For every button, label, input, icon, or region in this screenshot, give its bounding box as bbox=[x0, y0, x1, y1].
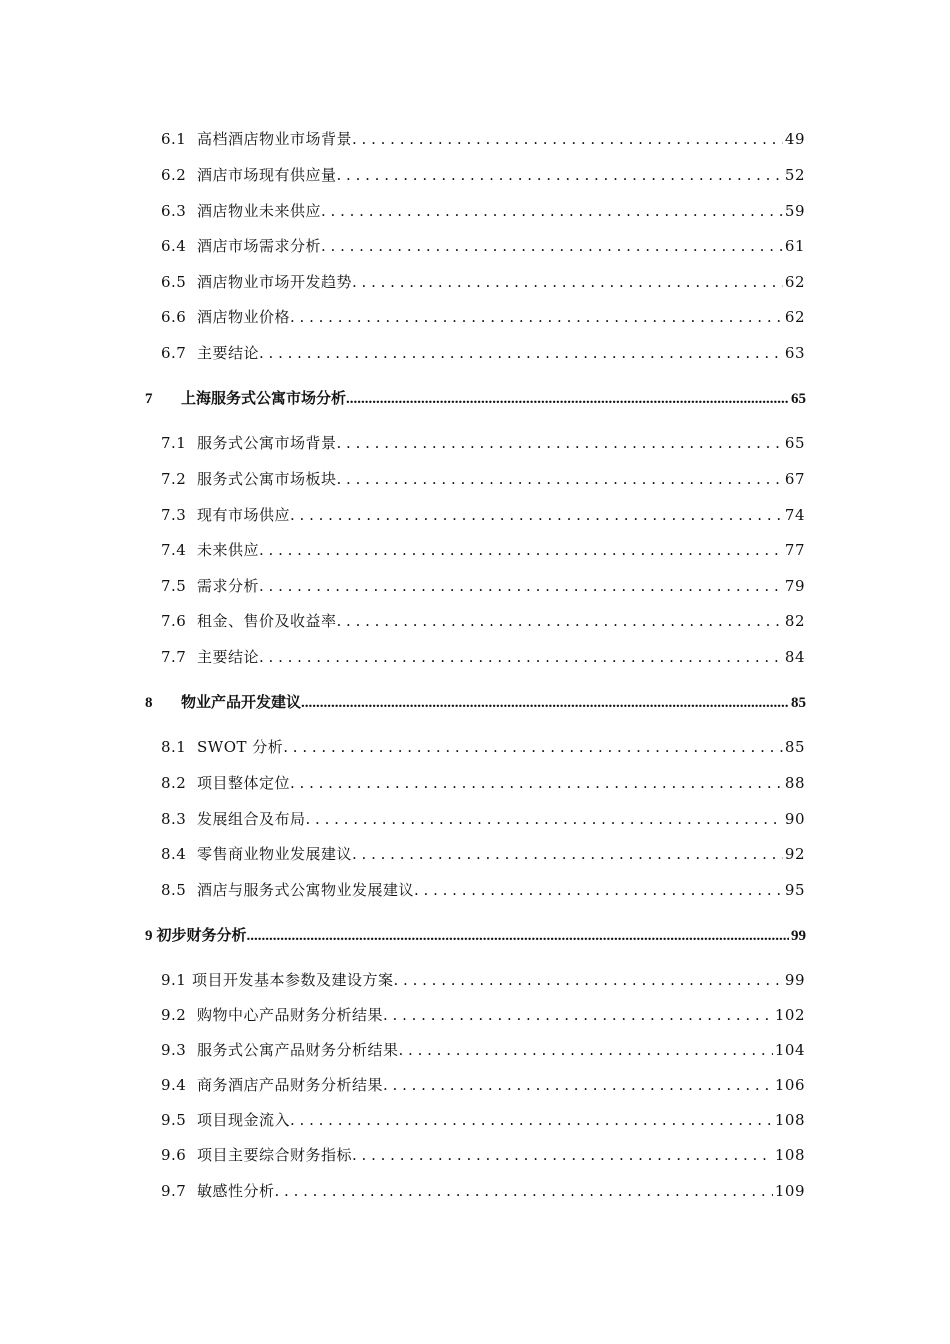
toc-leader-dots bbox=[352, 845, 783, 863]
toc-page-number: 108 bbox=[774, 1146, 805, 1164]
toc-entry-title: 服务式公寓市场板块 bbox=[197, 470, 337, 488]
toc-entry-title: 租金、售价及收益率 bbox=[197, 612, 337, 630]
toc-entry-title: 购物中心产品财务分析结果 bbox=[197, 1006, 384, 1024]
toc-entry-number: 7.2 bbox=[161, 470, 187, 488]
toc-leader-dots bbox=[290, 308, 783, 326]
toc-entry-title: 发展组合及布局 bbox=[197, 810, 306, 828]
toc-page-number: 59 bbox=[784, 202, 805, 220]
toc-entry-9-4[interactable] bbox=[161, 1074, 805, 1095]
toc-entry-number: 6.5 bbox=[161, 273, 187, 291]
toc-entry-6-2[interactable] bbox=[161, 164, 805, 185]
toc-entry-number: 7.1 bbox=[161, 434, 187, 452]
toc-chapter-number: 7 bbox=[145, 391, 153, 407]
toc-entry-number: 8.5 bbox=[161, 881, 187, 899]
toc-entry-number: 7.7 bbox=[161, 648, 187, 666]
toc-page-number: 99 bbox=[791, 928, 806, 944]
toc-entry-title: 零售商业物业发展建议 bbox=[197, 845, 353, 863]
toc-entry-title: 项目现金流入 bbox=[197, 1111, 291, 1129]
toc-entry-9-2[interactable] bbox=[161, 1004, 805, 1025]
toc-entry-title: 项目整体定位 bbox=[197, 774, 291, 792]
toc-entry-number: 8.4 bbox=[161, 845, 187, 863]
toc-entry-6-6[interactable] bbox=[161, 306, 805, 327]
toc-entry-title: 商务酒店产品财务分析结果 bbox=[197, 1076, 384, 1094]
toc-entry-title: 酒店物业价格 bbox=[197, 308, 291, 326]
toc-chapter-title: 初步财务分析 bbox=[156, 928, 247, 944]
toc-entry-title: 敏感性分析 bbox=[197, 1182, 275, 1200]
toc-chapter-title: 上海服务式公寓市场分析 bbox=[181, 391, 347, 407]
toc-entry-number: 7.4 bbox=[161, 541, 187, 559]
toc-entry-number: 7.5 bbox=[161, 577, 187, 595]
toc-entry-6-1[interactable] bbox=[161, 128, 805, 149]
toc-entry-7-3[interactable] bbox=[161, 504, 805, 525]
toc-entry-number: 6.2 bbox=[161, 166, 187, 184]
toc-leader-dots bbox=[346, 391, 789, 408]
toc-leader-dots bbox=[259, 541, 783, 559]
toc-entry-number: 9.7 bbox=[161, 1182, 187, 1200]
toc-entry-title: 酒店物业未来供应 bbox=[197, 202, 322, 220]
toc-leader-dots bbox=[290, 506, 783, 524]
toc-entry-9-6[interactable] bbox=[161, 1144, 805, 1165]
toc-entry-7-7[interactable] bbox=[161, 646, 805, 667]
toc-page-number: 108 bbox=[774, 1111, 805, 1129]
toc-entry-title: 现有市场供应 bbox=[197, 506, 291, 524]
toc-leader-dots bbox=[337, 166, 783, 184]
toc-entry-title: 服务式公寓产品财务分析结果 bbox=[197, 1041, 399, 1059]
toc-page-number: 92 bbox=[784, 845, 805, 863]
toc-page-number: 62 bbox=[784, 308, 805, 326]
toc-page-number: 99 bbox=[784, 971, 805, 989]
toc-page-number: 95 bbox=[784, 881, 805, 899]
toc-entry-title: 需求分析 bbox=[197, 577, 260, 595]
toc-entry-title: 酒店市场需求分析 bbox=[197, 237, 322, 255]
toc-leader-dots bbox=[321, 237, 783, 255]
toc-entry-9-7[interactable] bbox=[161, 1180, 805, 1201]
toc-leader-dots bbox=[247, 928, 789, 945]
toc-entry-7-1[interactable] bbox=[161, 432, 805, 453]
toc-entry-title: 主要结论 bbox=[197, 648, 260, 666]
toc-entry-title: 酒店物业市场开发趋势 bbox=[197, 273, 353, 291]
toc-leader-dots bbox=[259, 577, 783, 595]
toc-leader-dots bbox=[290, 774, 783, 792]
toc-entry-number: 8.1 bbox=[161, 738, 187, 756]
toc-entry-number: 7.3 bbox=[161, 506, 187, 524]
toc-chapter-8[interactable] bbox=[145, 691, 806, 712]
toc-leader-dots bbox=[337, 612, 783, 630]
toc-entry-number: 6.6 bbox=[161, 308, 187, 326]
toc-chapter-7[interactable] bbox=[145, 387, 806, 408]
toc-page-number: 85 bbox=[791, 695, 806, 711]
toc-leader-dots bbox=[259, 648, 783, 666]
toc-page-number: 49 bbox=[784, 130, 805, 148]
toc-entry-title: 主要结论 bbox=[197, 344, 260, 362]
toc-leader-dots bbox=[283, 738, 783, 756]
toc-page-number: 88 bbox=[784, 774, 805, 792]
toc-entry-8-2[interactable] bbox=[161, 772, 805, 793]
toc-leader-dots bbox=[383, 1006, 773, 1024]
toc-entry-7-5[interactable] bbox=[161, 575, 805, 596]
toc-page-number: 90 bbox=[784, 810, 805, 828]
toc-leader-dots bbox=[352, 273, 783, 291]
toc-entry-number: 6.7 bbox=[161, 344, 187, 362]
toc-entry-title: 服务式公寓市场背景 bbox=[197, 434, 337, 452]
toc-entry-title: 高档酒店物业市场背景 bbox=[197, 130, 353, 148]
toc-page-number: 67 bbox=[784, 470, 805, 488]
toc-entry-number: 9.6 bbox=[161, 1146, 187, 1164]
toc-entry-number: 8.3 bbox=[161, 810, 187, 828]
toc-entry-title: SWOT 分析 bbox=[197, 738, 284, 756]
toc-entry-7-2[interactable] bbox=[161, 468, 805, 489]
toc-entry-8-1[interactable] bbox=[161, 736, 805, 757]
toc-entry-6-4[interactable] bbox=[161, 235, 805, 256]
toc-chapter-number: 9 bbox=[145, 928, 153, 944]
toc-entry-8-3[interactable] bbox=[161, 808, 805, 829]
toc-leader-dots bbox=[301, 695, 789, 712]
toc-entry-9-5[interactable] bbox=[161, 1109, 805, 1130]
toc-leader-dots bbox=[337, 434, 783, 452]
toc-page-number: 104 bbox=[774, 1041, 805, 1059]
toc-leader-dots bbox=[337, 470, 783, 488]
toc-page-number: 106 bbox=[774, 1076, 805, 1094]
toc-entry-number: 9.2 bbox=[161, 1006, 187, 1024]
toc-page-number: 65 bbox=[791, 391, 806, 407]
toc-page-number: 61 bbox=[784, 237, 805, 255]
toc-leader-dots bbox=[321, 202, 783, 220]
toc-leader-dots bbox=[352, 1146, 773, 1164]
toc-entry-title: 项目主要综合财务指标 bbox=[197, 1146, 353, 1164]
toc-page-number: 62 bbox=[784, 273, 805, 291]
toc-entry-9-3[interactable] bbox=[161, 1039, 805, 1060]
toc-leader-dots bbox=[399, 1041, 773, 1059]
toc-leader-dots bbox=[414, 881, 783, 899]
toc-entry-7-4[interactable] bbox=[161, 539, 805, 560]
toc-leader-dots bbox=[259, 344, 783, 362]
toc-page-number: 77 bbox=[784, 541, 805, 559]
toc-entry-number: 9.3 bbox=[161, 1041, 187, 1059]
toc-leader-dots bbox=[383, 1076, 773, 1094]
toc-entry-8-4[interactable] bbox=[161, 843, 805, 864]
toc-entry-number: 8.2 bbox=[161, 774, 187, 792]
toc-leader-dots bbox=[394, 971, 783, 989]
toc-entry-number: 9.5 bbox=[161, 1111, 187, 1129]
toc-page-number: 85 bbox=[784, 738, 805, 756]
toc-page-number: 82 bbox=[784, 612, 805, 630]
toc-page-number: 109 bbox=[774, 1182, 805, 1200]
toc-page-number: 63 bbox=[784, 344, 805, 362]
toc-entry-number: 7.6 bbox=[161, 612, 187, 630]
toc-leader-dots bbox=[275, 1182, 773, 1200]
toc-page-number: 79 bbox=[784, 577, 805, 595]
toc-entry-number: 6.4 bbox=[161, 237, 187, 255]
toc-page-number: 102 bbox=[774, 1006, 805, 1024]
toc-leader-dots bbox=[352, 130, 783, 148]
toc-chapter-number: 8 bbox=[145, 695, 153, 711]
toc-page-number: 65 bbox=[784, 434, 805, 452]
toc-entry-title: 项目开发基本参数及建设方案 bbox=[192, 971, 394, 989]
toc-entry-7-6[interactable] bbox=[161, 610, 805, 631]
toc-leader-dots bbox=[306, 810, 783, 828]
toc-entry-9-1[interactable] bbox=[161, 969, 805, 990]
toc-chapter-title: 物业产品开发建议 bbox=[181, 695, 302, 711]
toc-entry-8-5[interactable] bbox=[161, 879, 805, 900]
toc-entry-number: 9.1 bbox=[161, 971, 187, 989]
toc-page-number: 84 bbox=[784, 648, 805, 666]
toc-page-number: 74 bbox=[784, 506, 805, 524]
toc-page-number: 52 bbox=[784, 166, 805, 184]
toc-entry-6-3[interactable] bbox=[161, 200, 805, 221]
toc-entry-6-5[interactable] bbox=[161, 271, 805, 292]
toc-entry-number: 9.4 bbox=[161, 1076, 187, 1094]
toc-entry-title: 酒店与服务式公寓物业发展建议 bbox=[197, 881, 415, 899]
toc-entry-6-7[interactable] bbox=[161, 342, 805, 363]
toc-chapter-9[interactable] bbox=[145, 924, 806, 945]
toc-leader-dots bbox=[290, 1111, 773, 1129]
toc-entry-number: 6.3 bbox=[161, 202, 187, 220]
toc-entry-title: 酒店市场现有供应量 bbox=[197, 166, 337, 184]
toc-entry-number: 6.1 bbox=[161, 130, 187, 148]
toc-entry-title: 未来供应 bbox=[197, 541, 260, 559]
